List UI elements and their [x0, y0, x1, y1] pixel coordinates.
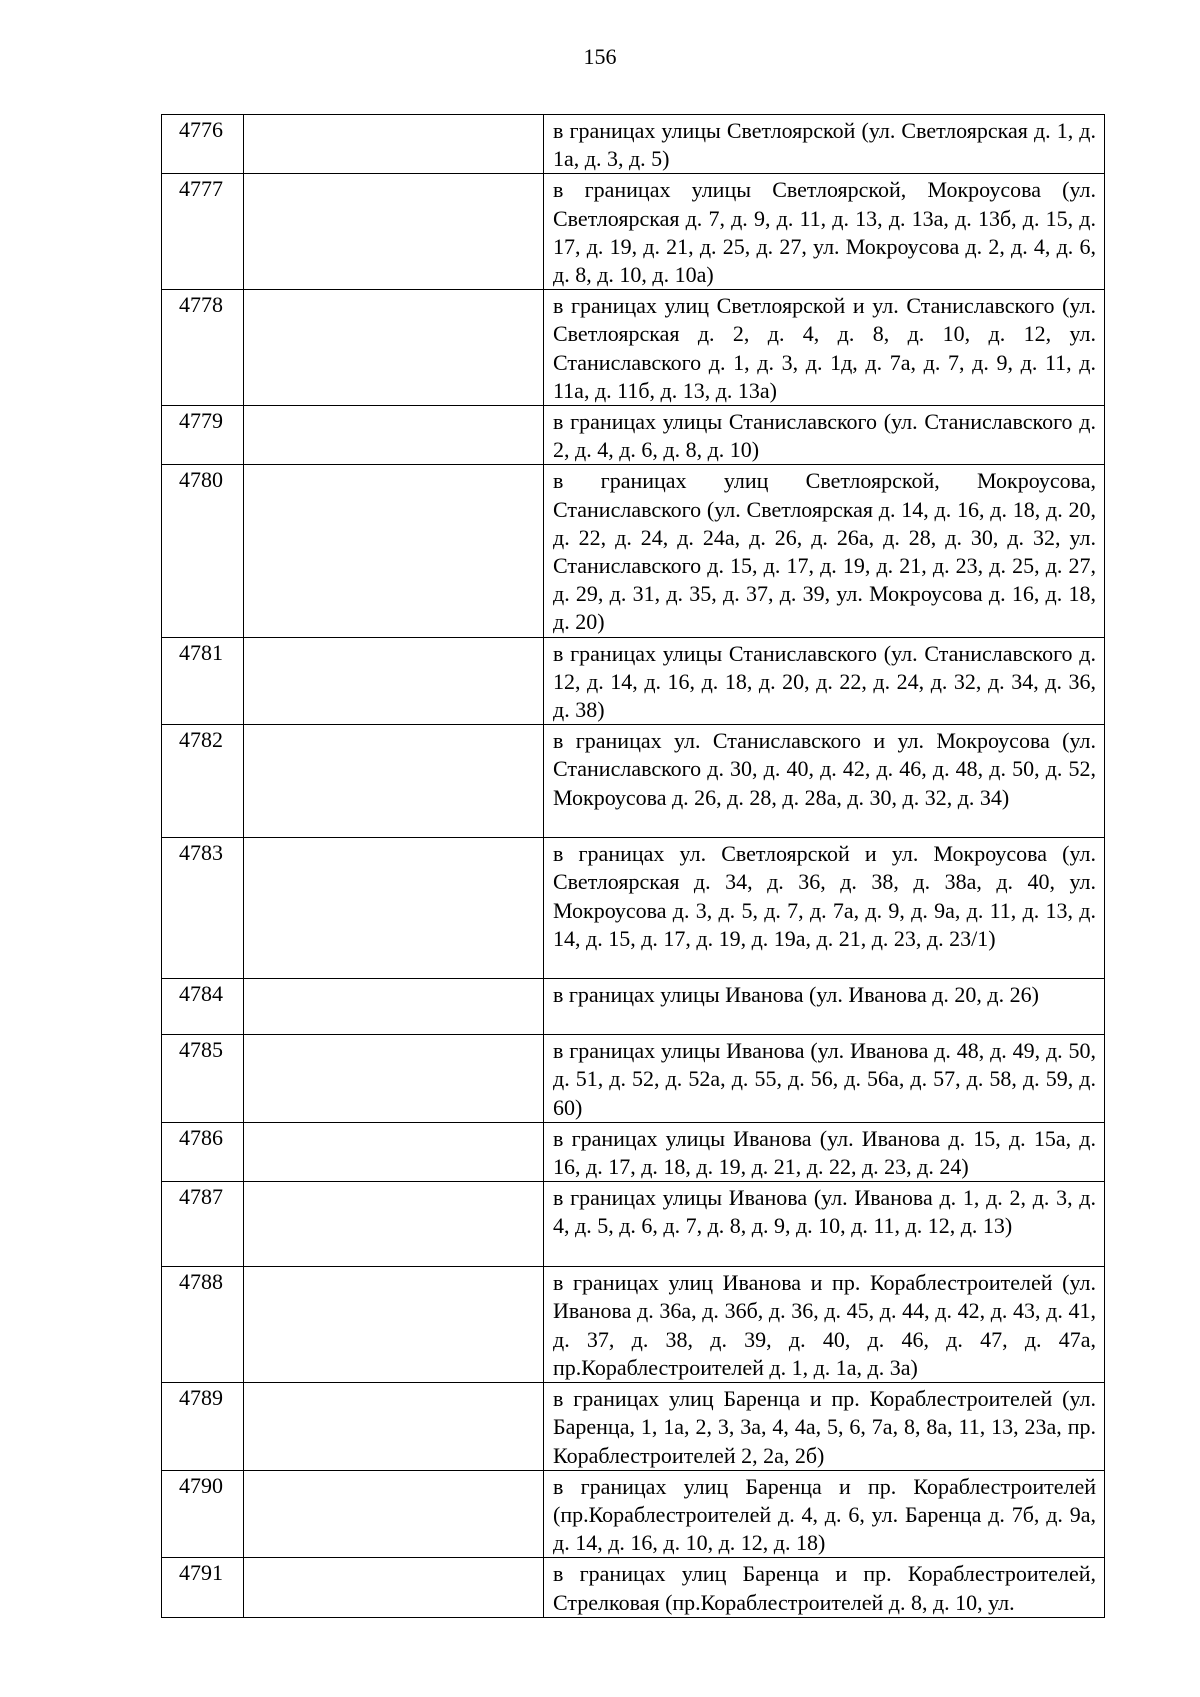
table-row [162, 465, 1105, 637]
row-number: 4791 [162, 1558, 244, 1617]
empty-cell [244, 1035, 544, 1123]
table-row [162, 115, 1105, 174]
boundary-description: в границах улицы Станиславского (ул. Станиславского д. 12, д. 14, д. 16, д. 18, д. 20, д. 22, д. 24, д. 32, д. 34, д. 36, д. 38) [544, 637, 1105, 725]
row-number: 4784 [162, 979, 244, 1035]
boundary-description: в границах улицы Иванова (ул. Иванова д. 48, д. 49, д. 50, д. 51, д. 52, д. 52а, д. 55, д. 56, д. 56а, д. 57, д. 58, д. 59, д. 60) [544, 1035, 1105, 1123]
empty-cell [244, 290, 544, 406]
boundary-description: в границах улиц Баренца и пр. Кораблестроителей (пр.Кораблестроителей д. 4, д. 6, ул. Баренца д. 7б, д. 9а, д. 14, д. 16, д. 10, д. 12, д. 18) [544, 1470, 1105, 1558]
row-number: 4781 [162, 637, 244, 725]
boundary-description: в границах улиц Баренца и пр. Кораблестроителей (ул. Баренца, 1, 1а, 2, 3, 3а, 4, 4а, 5, 6, 7а, 8, 8а, 11, 13, 23а, пр. Кораблестроителей 2, 2а, 2б) [544, 1383, 1105, 1471]
table-row [162, 1558, 1105, 1617]
boundary-description: в границах улицы Иванова (ул. Иванова д. 20, д. 26) [544, 979, 1105, 1035]
boundary-description: в границах улиц Светлоярской и ул. Станиславского (ул. Светлоярская д. 2, д. 4, д. 8, д. 10, д. 12, ул. Станиславского д. 1, д. 3, д. 1д, д. 7а, д. 7, д. 9, д. 11, д. 11а, д. 11б, д. 13, д. 13а) [544, 290, 1105, 406]
boundary-description: в границах улицы Светлоярской, Мокроусова (ул. Светлоярская д. 7, д. 9, д. 11, д. 13, д. 13а, д. 13б, д. 15, д. 17, д. 19, д. 21, д. 25, д. 27, ул. Мокроусова д. 2, д. 4, д. 6, д. 8, д. 10, д. 10а) [544, 174, 1105, 290]
empty-cell [244, 115, 544, 174]
table-row [162, 1035, 1105, 1123]
boundary-description: в границах улицы Иванова (ул. Иванова д. 1, д. 2, д. 3, д. 4, д. 5, д. 6, д. 7, д. 8, д. 9, д. 10, д. 11, д. 12, д. 13) [544, 1182, 1105, 1267]
districts-table [161, 114, 1105, 1618]
row-number: 4785 [162, 1035, 244, 1123]
boundary-description: в границах улицы Светлоярской (ул. Светлоярская д. 1, д. 1а, д. 3, д. 5) [544, 115, 1105, 174]
empty-cell [244, 637, 544, 725]
row-number: 4777 [162, 174, 244, 290]
boundary-description: в границах улицы Иванова (ул. Иванова д. 15, д. 15а, д. 16, д. 17, д. 18, д. 19, д. 21, д. 22, д. 23, д. 24) [544, 1122, 1105, 1181]
empty-cell [244, 1470, 544, 1558]
empty-cell [244, 406, 544, 465]
empty-cell [244, 838, 544, 979]
row-number: 4788 [162, 1267, 244, 1383]
table-row [162, 174, 1105, 290]
boundary-description: в границах улицы Станиславского (ул. Станиславского д. 2, д. 4, д. 6, д. 8, д. 10) [544, 406, 1105, 465]
table-row [162, 290, 1105, 406]
table-row [162, 1182, 1105, 1267]
row-number: 4789 [162, 1383, 244, 1471]
row-number: 4787 [162, 1182, 244, 1267]
table-row [162, 406, 1105, 465]
empty-cell [244, 1182, 544, 1267]
table-row [162, 1383, 1105, 1471]
empty-cell [244, 465, 544, 637]
boundary-description: в границах ул. Станиславского и ул. Мокроусова (ул. Станиславского д. 30, д. 40, д. 42, д. 46, д. 48, д. 50, д. 52, Мокроусова д. 26, д. 28, д. 28а, д. 30, д. 32, д. 34) [544, 725, 1105, 838]
boundary-description: в границах улиц Иванова и пр. Кораблестроителей (ул. Иванова д. 36а, д. 36б, д. 36, д. 45, д. 44, д. 42, д. 43, д. 41, д. 37, д. 38, д. 39, д. 40, д. 46, д. 47, д. 47а, пр.Кораблестроителей д. 1, д. 1а, д. 3а) [544, 1267, 1105, 1383]
table-row [162, 725, 1105, 838]
row-number: 4779 [162, 406, 244, 465]
row-number: 4790 [162, 1470, 244, 1558]
table-row [162, 637, 1105, 725]
empty-cell [244, 1383, 544, 1471]
table-body [162, 115, 1105, 1618]
row-number: 4780 [162, 465, 244, 637]
empty-cell [244, 1122, 544, 1181]
boundary-description: в границах ул. Светлоярской и ул. Мокроусова (ул. Светлоярская д. 34, д. 36, д. 38, д. 38а, д. 40, ул. Мокроусова д. 3, д. 5, д. 7, д. 7а, д. 9, д. 9а, д. 11, д. 13, д. 14, д. 15, д. 17, д. 19, д. 19а, д. 21, д. 23, д. 23/1) [544, 838, 1105, 979]
empty-cell [244, 174, 544, 290]
table-row [162, 1267, 1105, 1383]
empty-cell [244, 1558, 544, 1617]
page-number: 156 [583, 44, 617, 69]
row-number: 4783 [162, 838, 244, 979]
row-number: 4776 [162, 115, 244, 174]
row-number: 4782 [162, 725, 244, 838]
table-row [162, 838, 1105, 979]
empty-cell [244, 979, 544, 1035]
row-number: 4786 [162, 1122, 244, 1181]
table-row [162, 979, 1105, 1035]
empty-cell [244, 725, 544, 838]
boundary-description: в границах улиц Баренца и пр. Кораблестроителей, Стрелковая (пр.Кораблестроителей д. 8, д. 10, ул. [544, 1558, 1105, 1617]
table-row [162, 1122, 1105, 1181]
empty-cell [244, 1267, 544, 1383]
table-row [162, 1470, 1105, 1558]
boundary-description: в границах улиц Светлоярской, Мокроусова, Станиславского (ул. Светлоярская д. 14, д. 16, д. 18, д. 20, д. 22, д. 24, д. 24а, д. 26, д. 26а, д. 28, д. 30, д. 32, ул. Станиславского д. 15, д. 17, д. 19, д. 21, д. 23, д. 25, д. 27, д. 29, д. 31, д. 35, д. 37, д. 39, ул. Мокроусова д. 16, д. 18, д. 20) [544, 465, 1105, 637]
row-number: 4778 [162, 290, 244, 406]
